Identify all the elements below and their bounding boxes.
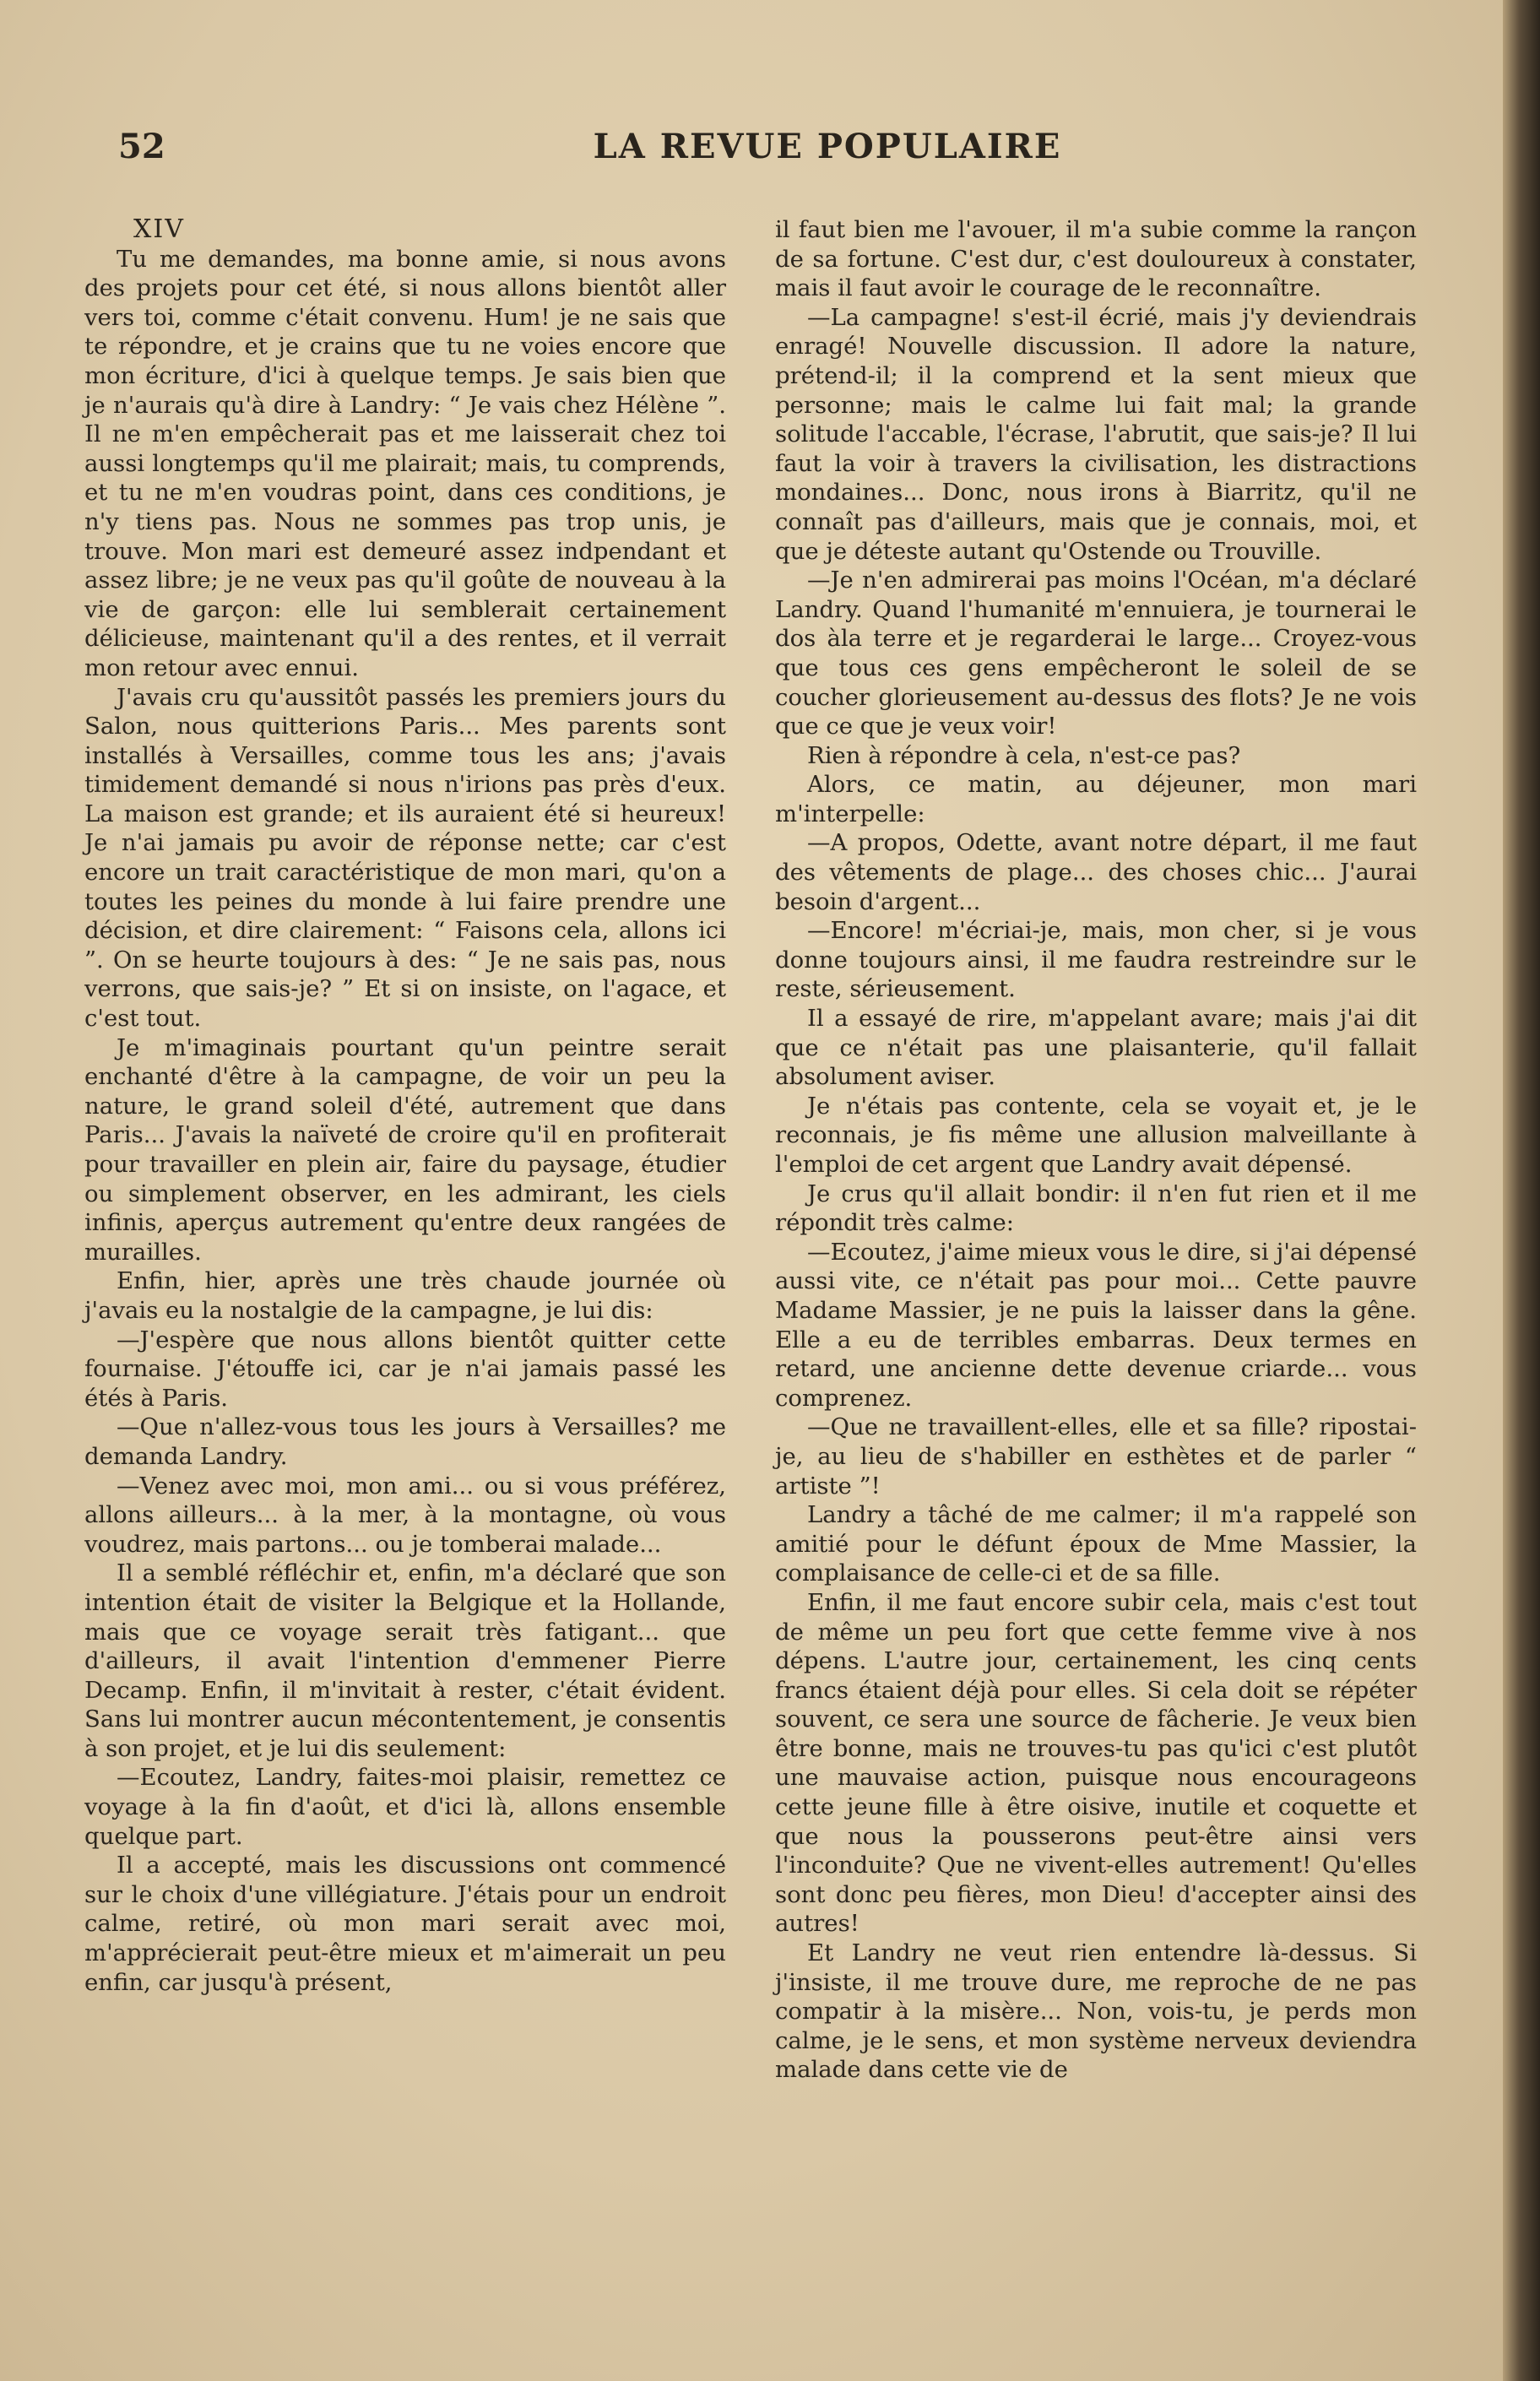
paragraph: —Ecoutez, j'aime mieux vous le dire, si j'ai dépensé aussi vite, ce n'était pas pour moi... Cette pauvre Madame Massier, je ne puis la laisser dans la gêne. Elle a eu de terribles embarras. Deux termes en retard, une ancienne dette devenue criarde... vous comprenez.	[775, 1238, 1417, 1412]
paragraph: —Je n'en admirerai pas moins l'Océan, m'a déclaré Landry. Quand l'humanité m'ennuiera, je tournerai le dos àla terre et je regarderai le large... Croyez-vous que tous ces gens empêcheront le soleil de se coucher glorieusement au-dessus des flots? Je ne vois que ce que je veux voir!	[775, 567, 1417, 740]
paragraph: Rien à répondre à cela, n'est-ce pas?	[807, 741, 1241, 769]
running-title: LA REVUE POPULAIRE	[593, 127, 1062, 166]
paragraph: Je m'imaginais pourtant qu'un peintre serait enchanté d'être à la campagne, de voir un peu la nature, le grand soleil d'été, autrement que dans Paris... J'avais la naïveté de croire qu'il en profiterait pour travailler en plein air, faire du paysage, étudier ou simplement observer, en les admirant, les ciels infinis, aperçus autrement qu'entre deux rangées de murailles.	[84, 1033, 726, 1266]
paragraph: Je n'étais pas contente, cela se voyait et, je le reconnais, je fis même une allusion malveillante à l'emploi de cet argent que Landry avait dépensé.	[775, 1092, 1417, 1178]
paragraph: Il a semblé réfléchir et, enfin, m'a déclaré que son intention était de visiter la Belgique et la Hollande, mais que ce voyage serait très fatigant... que d'ailleurs, il avait l'intention d'emmener Pierre Decamp. Enfin, il m'invitait à rester, c'était évident. Sans lui montrer aucun mécontentement, je consentis à son projet, et je lui dis seulement:	[84, 1559, 726, 1762]
paragraph: Et Landry ne veut rien entendre là-dessus. Si j'insiste, il me trouve dure, me reproche de ne pas compatir à la misère... Non, vois-tu, je perds mon calme, je le sens, et mon système nerveux deviendra malade dans cette vie de	[775, 1939, 1417, 2084]
paragraph: J'avais cru qu'aussitôt passés les premiers jours du Salon, nous quitterions Paris... Mes parents sont installés à Versailles, comme tous les ans; j'avais timidement demandé si nous n'irions pas près d'eux. La maison est grande; et ils auraient été si heureux! Je n'ai jamais pu avoir de réponse nette; car c'est encore un trait caractéristique de mon mari, qu'on a toutes les peines du monde à lui faire prendre une décision, et dire clairement: “ Faisons cela, allons ici ”. On se heurte toujours à des: “ Je ne sais pas, nous verrons, que sais-je? ” Et si on insiste, on l'agace, et c'est tout.	[84, 683, 726, 1033]
paragraph: Il a essayé de rire, m'appelant avare; mais j'ai dit que ce n'était pas une plaisanterie, qu'il fallait absolument aviser.	[775, 1005, 1417, 1091]
left-column	[84, 215, 726, 1997]
paragraph: Je crus qu'il allait bondir: il n'en fut rien et il me répondit très calme:	[775, 1180, 1417, 1237]
paragraph: Tu me demandes, ma bonne amie, si nous avons des projets pour cet été, si nous allons bientôt aller vers toi, comme c'était convenu. Hum! je ne sais que te répondre, et je crains que tu ne voies encore que mon écriture, d'ici à quelque temps. Je sais bien que je n'aurais qu'à dire à Landry: “ Je vais chez Hélène ”. Il ne m'en empêcherait pas et me laisserait chez toi aussi longtemps qu'il me plairait; mais, tu comprends, et tu ne m'en voudras point, dans ces conditions, je n'y tiens pas. Nous ne sommes pas trop unis, je trouve. Mon mari est demeuré assez indpendant et assez libre; je ne veux pas qu'il goûte de nouveau à la vie de garçon: elle lui semblerait certainement délicieuse, maintenant qu'il a des rentes, et il verrait mon retour avec ennui.	[84, 245, 726, 681]
paragraph: —Que ne travaillent-elles, elle et sa fille? ripostai-je, au lieu de s'habiller en esthètes et de parler “ artiste ”!	[775, 1413, 1417, 1500]
paragraph: il faut bien me l'avouer, il m'a subie comme la rançon de sa fortune. C'est dur, c'est douloureux à constater, mais il faut avoir le courage de le reconnaître.	[775, 216, 1417, 302]
page-binding-edge	[1503, 0, 1540, 2381]
paragraph: Il a accepté, mais les discussions ont commencé sur le choix d'une villégiature. J'étais pour un endroit calme, retiré, où mon mari serait avec moi, m'apprécierait peut-être mieux et m'aimerait un peu enfin, car jusqu'à présent,	[84, 1852, 726, 1996]
paragraph: Landry a tâché de me calmer; il m'a rappelé son amitié pour le défunt époux de Mme Massier, la complaisance de celle-ci et de sa fille.	[775, 1501, 1417, 1587]
right-column	[775, 215, 1417, 2085]
page-header	[118, 127, 1435, 177]
paragraph: Enfin, hier, après une très chaude journée où j'avais eu la nostalgie de la campagne, je lui dis:	[84, 1267, 726, 1324]
paragraph: Enfin, il me faut encore subir cela, mais c'est tout de même un peu fort que cette femme vive à nos dépens. L'autre jour, certainement, les cinq cents francs étaient déjà pour elles. Si cela doit se répéter souvent, ce sera une source de fâcherie. Je veux bien être bonne, mais ne trouves-tu pas qu'ici c'est plutôt une mauvaise action, puisque nous encourageons cette jeune fille à être oisive, inutile et coquette et que nous la pousserons peut-être ainsi vers l'inconduite? Que ne vivent-elles autrement! Qu'elles sont donc peu fières, mon Dieu! d'accepter ainsi des autres!	[775, 1588, 1417, 1938]
paragraph: —Venez avec moi, mon ami... ou si vous préférez, allons ailleurs... à la mer, à la montagne, où vous voudrez, mais partons... ou je tomberai malade...	[84, 1472, 726, 1558]
paragraph: —J'espère que nous allons bientôt quitter cette fournaise. J'étouffe ici, car je n'ai jamais passé les étés à Paris.	[84, 1326, 726, 1412]
paragraph: Alors, ce matin, au déjeuner, mon mari m'interpelle:	[775, 771, 1417, 827]
paragraph: —A propos, Odette, avant notre départ, il me faut des vêtements de plage... des choses chic... J'aurai besoin d'argent...	[775, 829, 1417, 915]
paragraph: —Que n'allez-vous tous les jours à Versailles? me demanda Landry.	[84, 1413, 726, 1470]
paragraph: —Ecoutez, Landry, faites-moi plaisir, remettez ce voyage à la fin d'août, et d'ici là, allons ensemble quelque part.	[84, 1764, 726, 1850]
page-number: 52	[118, 127, 165, 166]
chapter-heading: XIV	[133, 214, 185, 244]
paragraph: —La campagne! s'est-il écrié, mais j'y deviendrais enragé! Nouvelle discussion. Il adore la nature, prétend-il; il la comprend et la sent mieux que personne; mais le calme lui fait mal; la grande solitude l'accable, l'écrase, l'abrutit, que sais-je? Il lui faut la voir à travers la civilisation, les distractions mondaines... Donc, nous irons à Biarritz, qu'il ne connaît pas d'ailleurs, mais que je connais, moi, et que je déteste autant qu'Ostende ou Trouville.	[775, 303, 1417, 565]
paragraph: —Encore! m'écriai-je, mais, mon cher, si je vous donne toujours ainsi, il me faudra restreindre sur le reste, sérieusement.	[775, 917, 1417, 1003]
